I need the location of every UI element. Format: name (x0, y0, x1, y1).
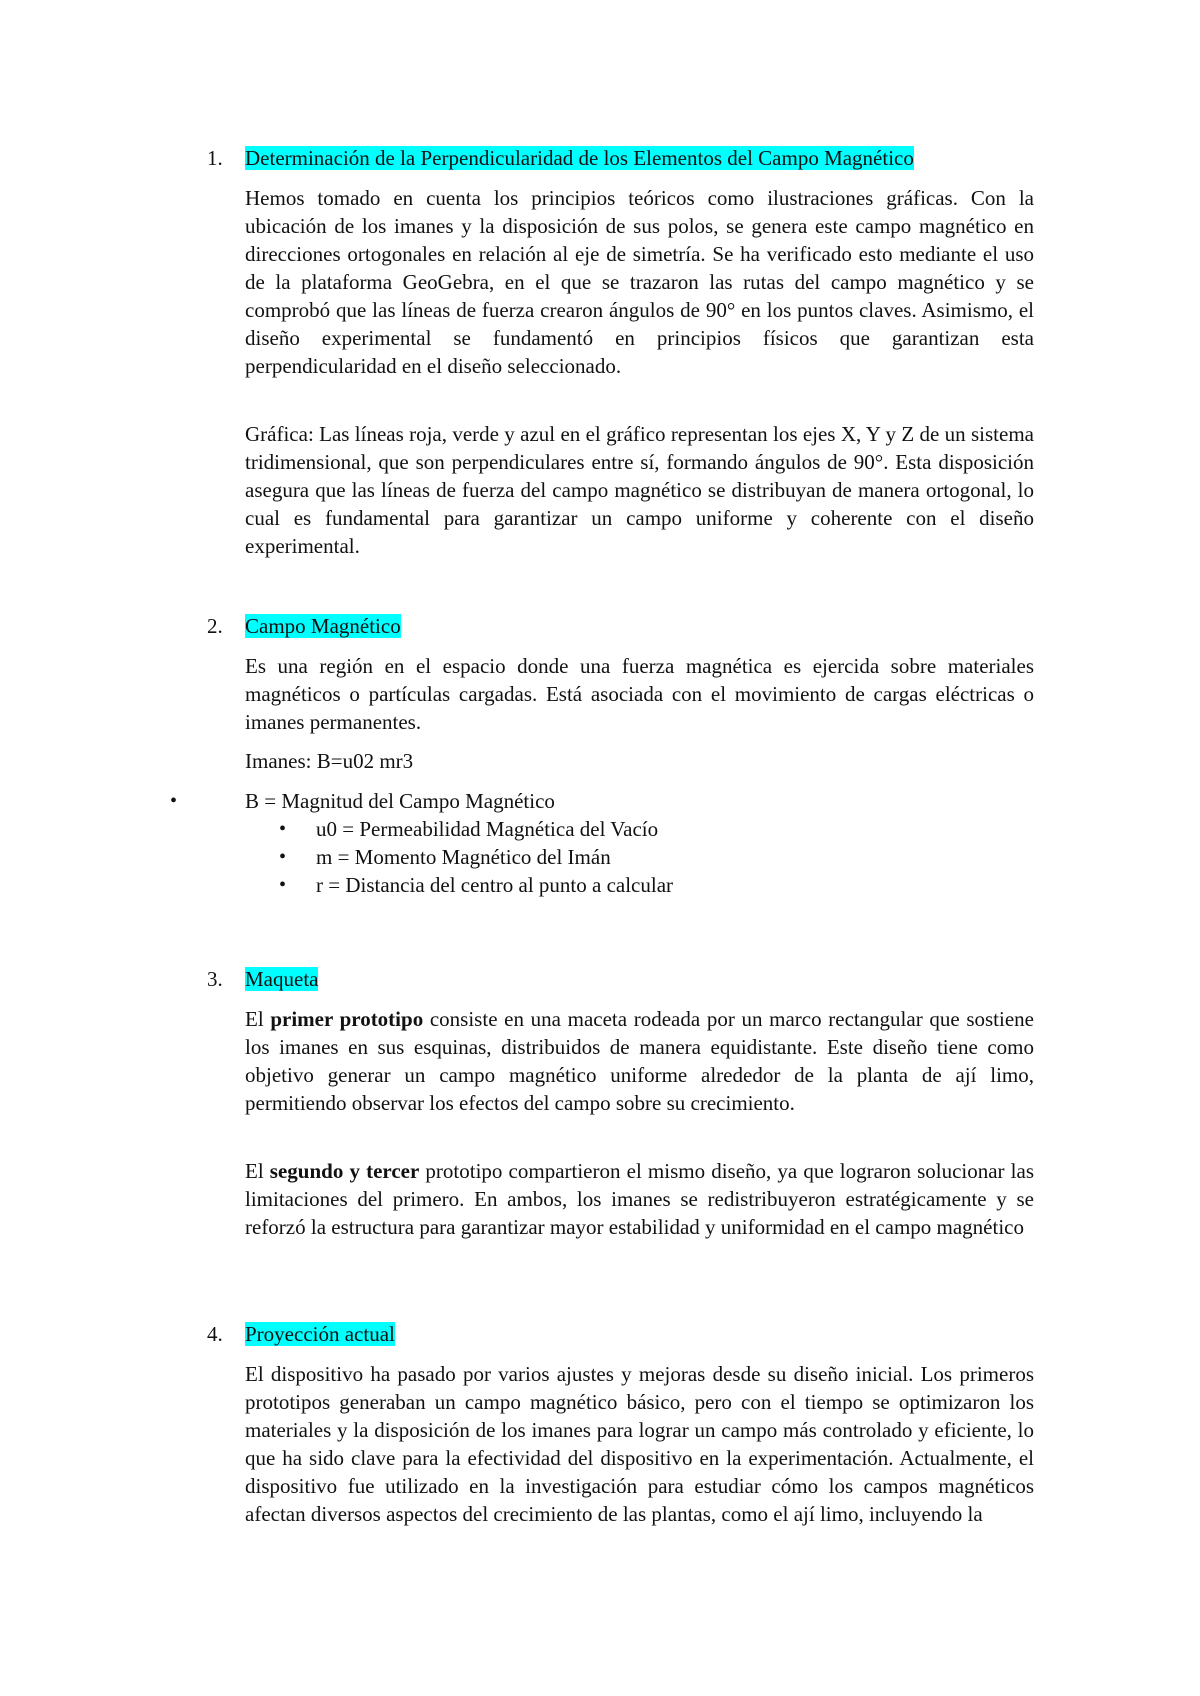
text-run: consiste en una maceta rodeada por un marco rectangular que sostiene los imanes en sus esquinas, distribuidos de manera equidistante. Este diseño tiene como objetivo generar un campo magnético uniforme alrededor de la planta de ají limo, permitiendo observar los efectos del campo sobre su crecimiento. (245, 1007, 1034, 1115)
section-title: Determinación de la Perpendicularidad de los Elementos del Campo Magnético (245, 146, 914, 170)
list-item: m = Momento Magnético del Imán (316, 845, 611, 869)
formula: Imanes: B=u02 mr3 (245, 749, 414, 773)
section-2-heading (207, 613, 401, 639)
section-number: 1. (207, 146, 223, 170)
bullet-marker: • (170, 790, 178, 812)
paragraph: Gráfica: Las líneas roja, verde y azul en el gráfico representan los ejes X, Y y Z de un sistema tridimensional, que son perpendiculares entre sí, formando ángulos de 90°. Esta disposición asegura que las líneas de fuerza del campo magnético se distribuyan de manera ortogonal, lo cual es fundamental para garantizar un campo uniforme y coherente con el diseño experimental. (245, 422, 1034, 558)
paragraph (245, 1157, 1034, 1241)
bullet-marker: • (279, 874, 287, 896)
section-number: 3. (207, 967, 223, 991)
bullet-marker: • (279, 846, 287, 868)
section-3-heading (207, 966, 318, 992)
paragraph: Hemos tomado en cuenta los principios teóricos como ilustraciones gráficas. Con la ubicación de los imanes y la disposición de sus polos, se genera este campo magnético en direcciones ortogonales en relación al eje de simetría. Se ha verificado esto mediante el uso de la plataforma GeoGebra, en el que se trazaron las rutas del campo magnético y se comprobó que las líneas de fuerza crearon ángulos de 90° en los puntos claves. Asimismo, el diseño experimental se fundamentó en principios físicos que garantizan esta perpendicularidad en el diseño seleccionado. (245, 186, 1034, 378)
section-1-heading (207, 145, 914, 171)
list-item: r = Distancia del centro al punto a calcular (316, 873, 674, 897)
paragraph: Es una región en el espacio donde una fuerza magnética es ejercida sobre materiales magnéticos o partículas cargadas. Está asociada con el movimiento de cargas eléctricas o imanes permanentes. (245, 654, 1034, 734)
text-run: El (245, 1007, 271, 1031)
text-run: prototipo compartieron el mismo diseño, ya que lograron solucionar las limitaciones del primero. En ambos, los imanes se redistribuyeron estratégicamente y se reforzó la estructura para garantizar mayor estabilidad y uniformidad en el campo magnético (245, 1159, 1034, 1239)
list-item: B = Magnitud del Campo Magnético (245, 789, 555, 813)
bold-text: segundo y tercer (269, 1159, 420, 1183)
bold-text: primer prototipo (270, 1007, 424, 1031)
section-number: 2. (207, 614, 223, 638)
paragraph (245, 1005, 1034, 1117)
paragraph: El dispositivo ha pasado por varios ajustes y mejoras desde su diseño inicial. Los primeros prototipos generaban un campo magnético básico, pero con el tiempo se optimizaron los materiales y la disposición de los imanes para lograr un campo más controlado y eficiente, lo que ha sido clave para la efectividad del dispositivo en la experimentación. Actualmente, el dispositivo fue utilizado en la investigación para estudiar cómo los campos magnéticos afectan diversos aspectos del crecimiento de las plantas, como el ají limo, incluyendo la (245, 1362, 1034, 1526)
section-title: Proyección actual (245, 1322, 395, 1346)
section-title: Campo Magnético (245, 614, 401, 638)
text-run: El (245, 1159, 270, 1183)
section-number: 4. (207, 1322, 223, 1346)
section-4-heading (207, 1321, 395, 1347)
section-title: Maqueta (245, 967, 319, 991)
list-item: u0 = Permeabilidad Magnética del Vacío (316, 817, 659, 841)
bullet-marker: • (279, 818, 287, 840)
